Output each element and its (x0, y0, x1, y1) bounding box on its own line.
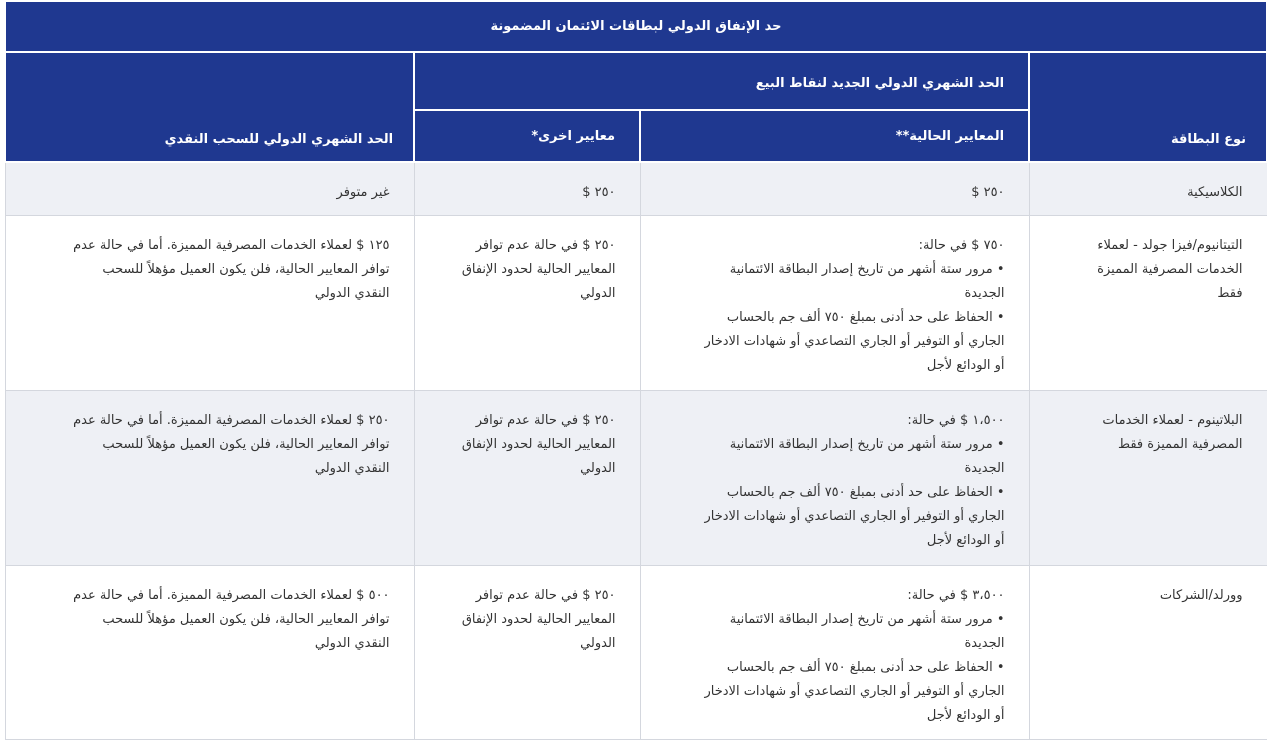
cell-card-type (1029, 216, 1267, 391)
cell-line: أو الودائع لأجل (926, 533, 1005, 548)
cell-line: المعايير الحالية لحدود الإنفاق (461, 612, 616, 627)
cell-line: توافر المعايير الحالية، فلن يكون العميل مؤهلاً للسحب (102, 437, 390, 452)
cell-other-criteria (414, 566, 640, 740)
cell-line: • الحفاظ على حد أدنى بمبلغ ٧٥٠ ألف جم بالحساب (726, 310, 1005, 325)
cell-line: الدولي (580, 636, 616, 651)
cell-line: ٢٥٠ $ في حالة عدم توافر (475, 413, 616, 428)
header-pos-limit: الحد الشهري الدولي الجديد لنقاط البيع (414, 52, 1029, 110)
cell-line: المصرفية المميزة فقط (1117, 437, 1243, 452)
table-row (5, 162, 1267, 216)
cell-current-criteria (640, 162, 1029, 216)
cell-line: • مرور ستة أشهر من تاريخ إصدار البطاقة الائتمانية (729, 437, 1005, 452)
cell-line: ٢٥٠ $ في حالة عدم توافر (475, 588, 616, 603)
cell-line: الجديدة (964, 286, 1005, 301)
cell-card-type (1029, 566, 1267, 740)
cell-line: ١٢٥ $ لعملاء الخدمات المصرفية المميزة. أما في حالة عدم (73, 238, 390, 253)
cell-line: الجديدة (964, 636, 1005, 651)
cell-line: النقدي الدولي (314, 461, 390, 476)
cell-line: وورلد/الشركات (1159, 588, 1243, 603)
cell-current-criteria (640, 566, 1029, 740)
cell-line: الجاري أو التوفير أو الجاري التصاعدي أو شهادات الادخار (704, 334, 1005, 349)
cell-line: • الحفاظ على حد أدنى بمبلغ ٧٥٠ ألف جم بالحساب (726, 485, 1005, 500)
cell-line: المعايير الحالية لحدود الإنفاق (461, 437, 616, 452)
cell-line: ٢٥٠ $ (582, 185, 616, 200)
table-title: حد الإنفاق الدولي لبطاقات الائتمان المضمونة (5, 1, 1267, 52)
cell-line: ٣،٥٠٠ $ في حالة: (907, 588, 1005, 603)
cell-cash-limit (5, 391, 414, 566)
cell-line: فقط (1217, 286, 1243, 301)
cell-line: ٢٥٠ $ (971, 185, 1005, 200)
table-row (5, 216, 1267, 391)
cell-line: توافر المعايير الحالية، فلن يكون العميل مؤهلاً للسحب (102, 262, 390, 277)
cell-line: المعايير الحالية لحدود الإنفاق (461, 262, 616, 277)
cell-line: الدولي (580, 461, 616, 476)
cell-line: التيتانيوم/فيزا جولد - لعملاء (1097, 238, 1243, 253)
cell-line: أو الودائع لأجل (926, 708, 1005, 723)
cell-line: ٧٥٠ $ في حالة: (918, 238, 1005, 253)
cell-line: أو الودائع لأجل (926, 358, 1005, 373)
cell-line: البلاتينوم - لعملاء الخدمات (1102, 413, 1243, 428)
cell-line: توافر المعايير الحالية، فلن يكون العميل مؤهلاً للسحب (102, 612, 390, 627)
cell-line: الجاري أو التوفير أو الجاري التصاعدي أو شهادات الادخار (704, 509, 1005, 524)
cell-current-criteria (640, 391, 1029, 566)
cell-cash-limit (5, 162, 414, 216)
cell-other-criteria (414, 391, 640, 566)
cell-line: • الحفاظ على حد أدنى بمبلغ ٧٥٠ ألف جم بالحساب (726, 660, 1005, 675)
cell-line: الدولي (580, 286, 616, 301)
cell-line: الجديدة (964, 461, 1005, 476)
cell-line: الخدمات المصرفية المميزة (1097, 262, 1243, 277)
cell-other-criteria (414, 216, 640, 391)
header-card-type: نوع البطاقة (1029, 52, 1267, 162)
cell-line: الجاري أو التوفير أو الجاري التصاعدي أو شهادات الادخار (704, 684, 1005, 699)
header-other-criteria: معايير اخرى* (414, 110, 640, 162)
cell-line: ٢٥٠ $ في حالة عدم توافر (475, 238, 616, 253)
cell-other-criteria (414, 162, 640, 216)
cell-line: ١،٥٠٠ $ في حالة: (907, 413, 1005, 428)
header-current-criteria: المعايير الحالية** (640, 110, 1029, 162)
cell-line: • مرور ستة أشهر من تاريخ إصدار البطاقة الائتمانية (729, 612, 1005, 627)
table-row (5, 391, 1267, 566)
cell-line: • مرور ستة أشهر من تاريخ إصدار البطاقة الائتمانية (729, 262, 1005, 277)
cell-cash-limit (5, 216, 414, 391)
table-row (5, 566, 1267, 740)
cell-line: الكلاسيكية (1187, 185, 1243, 200)
cell-line: النقدي الدولي (314, 286, 390, 301)
cell-line: ٢٥٠ $ لعملاء الخدمات المصرفية المميزة. أما في حالة عدم (73, 413, 390, 428)
cell-cash-limit (5, 566, 414, 740)
cell-card-type (1029, 162, 1267, 216)
cell-current-criteria (640, 216, 1029, 391)
cell-card-type (1029, 391, 1267, 566)
cell-line: غير متوفر (336, 185, 390, 200)
spending-limit-table (4, 0, 1267, 740)
cell-line: ٥٠٠ $ لعملاء الخدمات المصرفية المميزة. أما في حالة عدم (73, 588, 390, 603)
cell-line: النقدي الدولي (314, 636, 390, 651)
header-cash-limit: الحد الشهري الدولي للسحب النقدي (5, 52, 414, 162)
